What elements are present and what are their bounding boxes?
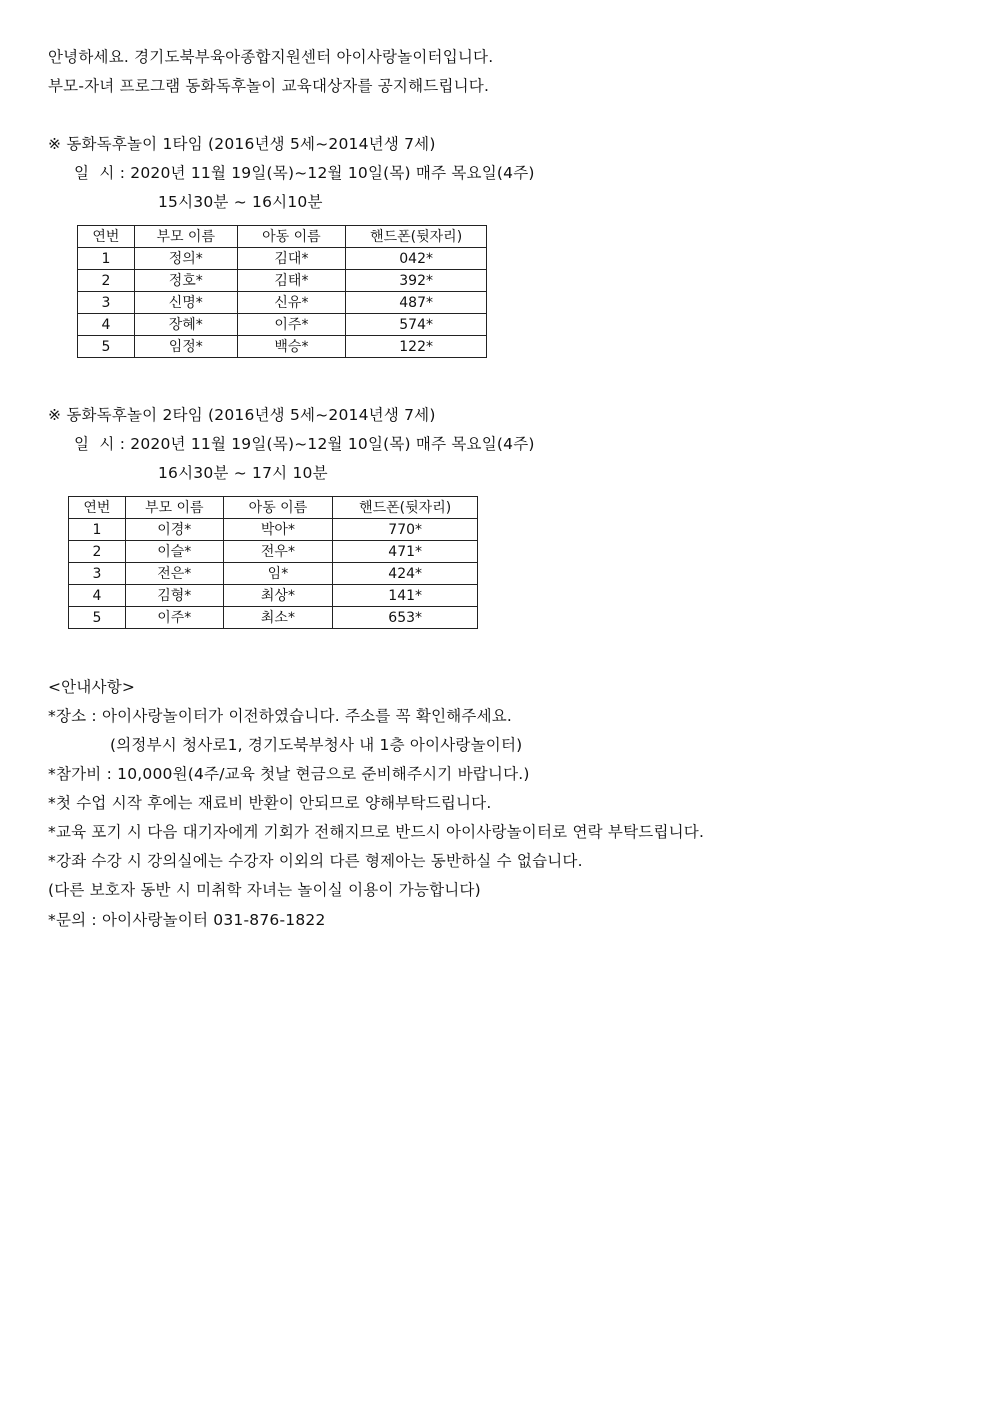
cell-child: 임* bbox=[223, 563, 333, 585]
cell-number: 1 bbox=[78, 248, 135, 270]
notice-siblings-note: (다른 보호자 동반 시 미취학 자녀는 놀이실 이용이 가능합니다) bbox=[48, 881, 481, 899]
table-row bbox=[78, 248, 487, 270]
cell-child: 최상* bbox=[223, 585, 333, 607]
cell-child: 백승* bbox=[237, 336, 346, 358]
notice-contact: *문의 : 아이사랑놀이터 031-876-1822 bbox=[48, 911, 326, 929]
session-2-schedule: 일 시 : 2020년 11월 19일(목)~12월 10일(목) 매주 목요일(4주) bbox=[74, 435, 535, 453]
header-cell: 부모 이름 bbox=[134, 226, 237, 248]
cell-number: 4 bbox=[78, 314, 135, 336]
table-row bbox=[69, 541, 478, 563]
cell-phone: 487* bbox=[346, 292, 487, 314]
table-row bbox=[69, 607, 478, 629]
table-row bbox=[69, 563, 478, 585]
table-row bbox=[78, 270, 487, 292]
cell-phone: 141* bbox=[333, 585, 478, 607]
session-1-table bbox=[77, 225, 487, 358]
cell-number: 3 bbox=[69, 563, 126, 585]
notice-cancel: *교육 포기 시 다음 대기자에게 기회가 전해지므로 반드시 아이사랑놀이터로 연락 부탁드립니다. bbox=[48, 823, 705, 841]
cell-parent: 이슬* bbox=[125, 541, 223, 563]
cell-parent: 김형* bbox=[125, 585, 223, 607]
header-cell: 부모 이름 bbox=[125, 497, 223, 519]
cell-child: 이주* bbox=[237, 314, 346, 336]
cell-number: 2 bbox=[69, 541, 126, 563]
cell-child: 신유* bbox=[237, 292, 346, 314]
table-row bbox=[78, 336, 487, 358]
cell-phone: 392* bbox=[346, 270, 487, 292]
table-row bbox=[69, 519, 478, 541]
session-2-time: 16시30분 ~ 17시 10분 bbox=[158, 464, 328, 482]
cell-number: 4 bbox=[69, 585, 126, 607]
session-2-table bbox=[68, 496, 478, 629]
cell-number: 5 bbox=[69, 607, 126, 629]
notice-heading: <안내사항> bbox=[48, 678, 136, 696]
cell-number: 1 bbox=[69, 519, 126, 541]
cell-child: 전우* bbox=[223, 541, 333, 563]
cell-parent: 장혜* bbox=[134, 314, 237, 336]
cell-child: 박아* bbox=[223, 519, 333, 541]
cell-number: 5 bbox=[78, 336, 135, 358]
notice-fee: *참가비 : 10,000원(4주/교육 첫날 현금으로 준비해주시기 바랍니다.) bbox=[48, 765, 530, 783]
header-cell: 연번 bbox=[69, 497, 126, 519]
header-cell: 핸드폰(뒷자리) bbox=[346, 226, 487, 248]
notice-siblings: *강좌 수강 시 강의실에는 수강자 이외의 다른 형제아는 동반하실 수 없습니다. bbox=[48, 852, 583, 870]
cell-child: 김대* bbox=[237, 248, 346, 270]
cell-phone: 042* bbox=[346, 248, 487, 270]
session-1-title: ※ 동화독후놀이 1타임 (2016년생 5세~2014년생 7세) bbox=[48, 135, 436, 153]
cell-phone: 653* bbox=[333, 607, 478, 629]
cell-parent: 이주* bbox=[125, 607, 223, 629]
session-2-title: ※ 동화독후놀이 2타임 (2016년생 5세~2014년생 7세) bbox=[48, 406, 436, 424]
header-cell: 아동 이름 bbox=[223, 497, 333, 519]
intro-line-1: 안녕하세요. 경기도북부육아종합지원센터 아이사랑놀이터입니다. bbox=[48, 48, 494, 66]
cell-phone: 770* bbox=[333, 519, 478, 541]
cell-child: 김태* bbox=[237, 270, 346, 292]
cell-parent: 임정* bbox=[134, 336, 237, 358]
cell-phone: 471* bbox=[333, 541, 478, 563]
session-1-time: 15시30분 ~ 16시10분 bbox=[158, 193, 323, 211]
notice-place: *장소 : 아이사랑놀이터가 이전하였습니다. 주소를 꼭 확인해주세요. bbox=[48, 707, 513, 725]
table-header-row bbox=[69, 497, 478, 519]
header-cell: 핸드폰(뒷자리) bbox=[333, 497, 478, 519]
table-row bbox=[69, 585, 478, 607]
cell-phone: 122* bbox=[346, 336, 487, 358]
session-1-schedule: 일 시 : 2020년 11월 19일(목)~12월 10일(목) 매주 목요일(4주) bbox=[74, 164, 535, 182]
table-header-row bbox=[78, 226, 487, 248]
table-row bbox=[78, 292, 487, 314]
cell-parent: 신명* bbox=[134, 292, 237, 314]
header-cell: 연번 bbox=[78, 226, 135, 248]
cell-phone: 574* bbox=[346, 314, 487, 336]
intro-line-2: 부모-자녀 프로그램 동화독후놀이 교육대상자를 공지해드립니다. bbox=[48, 77, 490, 95]
table-row bbox=[78, 314, 487, 336]
cell-phone: 424* bbox=[333, 563, 478, 585]
cell-child: 최소* bbox=[223, 607, 333, 629]
notice-refund: *첫 수업 시작 후에는 재료비 반환이 안되므로 양해부탁드립니다. bbox=[48, 794, 492, 812]
cell-parent: 정호* bbox=[134, 270, 237, 292]
header-cell: 아동 이름 bbox=[237, 226, 346, 248]
cell-parent: 정의* bbox=[134, 248, 237, 270]
notice-address: (의정부시 청사로1, 경기도북부청사 내 1층 아이사랑놀이터) bbox=[110, 736, 523, 754]
cell-number: 3 bbox=[78, 292, 135, 314]
cell-number: 2 bbox=[78, 270, 135, 292]
cell-parent: 전은* bbox=[125, 563, 223, 585]
cell-parent: 이경* bbox=[125, 519, 223, 541]
